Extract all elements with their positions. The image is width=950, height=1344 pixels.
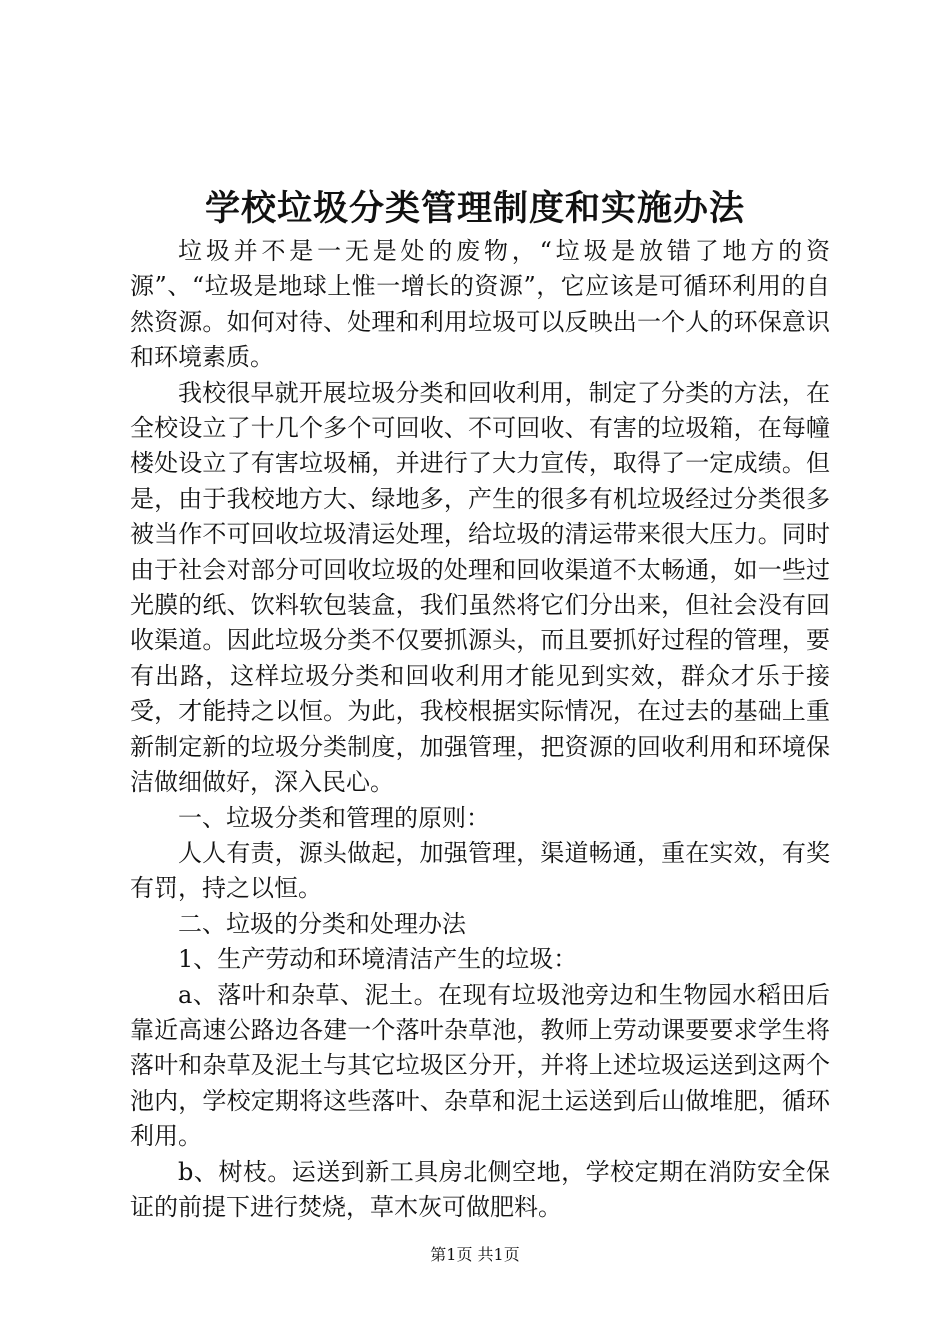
subsection-heading-1: 1、生产劳动和环境清洁产生的垃圾： — [178, 945, 578, 974]
paragraph-background: 我校很早就开展垃圾分类和回收利用，制定了分类的方法，在全校设立了十几个多个可回收、不可回收、有害的垃圾箱，在每幢楼处设立了有害垃圾桶，并进行了大力宣传，取得了一定成绩。但是，由于我校地方大、绿地多，产生的很多有机垃圾经过分类很多被当作不可回收垃圾清运处理，给垃圾的清运带来很大压力。同时由于社会对部分可回收垃圾的处理和回收渠道不太畅通，如一些过光膜的纸、饮料软包装盒，我们虽然将它们分出来，但社会没有回收渠道。因此垃圾分类不仅要抓源头，而且要抓好过程的管理，要有出路，这样垃圾分类和回收利用才能见到实效，群众才乐于接受，才能持之以恒。为此，我校根据实际情况，在过去的基础上重新制定新的垃圾分类制度，加强管理，把资源的回收利用和环境保洁做细做好，深入民心。 — [130, 378, 830, 797]
paragraph-principles: 人人有责，源头做起，加强管理，渠道畅通，重在实效，有奖有罚，持之以恒。 — [130, 838, 830, 903]
section-heading-principles: 一、垃圾分类和管理的原则： — [178, 803, 490, 832]
page-footer: 第1页 共1页 — [430, 1245, 520, 1264]
section-heading-methods: 二、垃圾的分类和处理办法 — [178, 909, 466, 938]
paragraph-intro: 垃圾并不是一无是处的废物，“垃圾是放错了地方的资源”、“垃圾是地球上惟一增长的资源”，它应该是可循环利用的自然资源。如何对待、处理和利用垃圾可以反映出一个人的环保意识和环境素质。 — [130, 237, 830, 372]
paragraph-item-b: b、树枝。运送到新工具房北侧空地，学校定期在消防安全保证的前提下进行焚烧，草木灰可做肥料。 — [130, 1157, 830, 1221]
document-title: 学校垃圾分类管理制度和实施办法 — [204, 188, 745, 229]
paragraph-item-a: a、落叶和杂草、泥土。在现有垃圾池旁边和生物园水稻田后靠近高速公路边各建一个落叶杂草池，教师上劳动课要要求学生将落叶和杂草及泥土与其它垃圾区分开，并将上述垃圾运送到这两个池内，学校定期将这些落叶、杂草和泥土运送到后山做堆肥，循环利用。 — [130, 980, 830, 1151]
document-body — [130, 234, 830, 1225]
